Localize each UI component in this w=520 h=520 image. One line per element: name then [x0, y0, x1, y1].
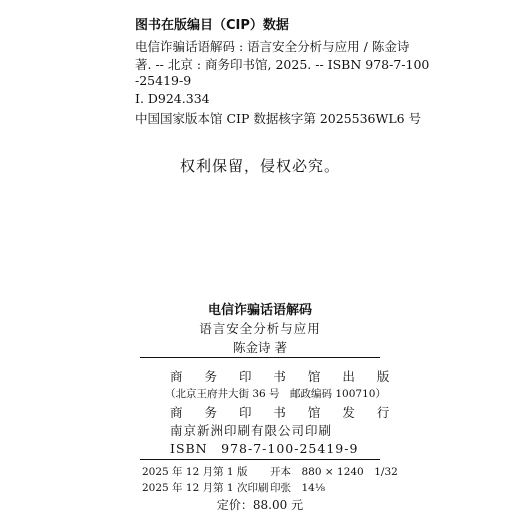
printing-line: 2025 年 12 月第 1 次印刷	[142, 482, 269, 494]
publisher-line: 商 务 印 书 馆 出 版	[170, 369, 399, 384]
edition-line: 2025 年 12 月第 1 版	[142, 466, 248, 478]
format-line: 开本 880 × 1240 1/32	[270, 466, 398, 478]
sheets-line: 印张 14⅛	[270, 482, 326, 494]
publisher-address: （北京王府井大街 36 号 邮政编码 100710）	[165, 388, 386, 400]
cip-line-2: 著. -- 北京 : 商务印书馆, 2025. -- ISBN 978-7-100	[135, 57, 430, 72]
book-title: 电信诈骗话语解码	[207, 303, 312, 318]
book-subtitle: 语言安全分析与应用	[199, 321, 321, 336]
cip-record-number: 中国国家版本馆 CIP 数据核字第 2025536WL6 号	[135, 111, 422, 126]
cip-classification: I. D924.334	[135, 91, 210, 106]
isbn-line: ISBN 978-7-100-25419-9	[170, 441, 359, 456]
rights-statement: 权利保留，侵权必究。	[179, 157, 340, 175]
price-line: 定价：88.00 元	[216, 498, 304, 512]
distributor-line: 商 务 印 书 馆 发 行	[170, 405, 399, 420]
cip-line-3: -25419-9	[135, 73, 192, 88]
book-author: 陈金诗 著	[233, 340, 287, 355]
printer-line: 南京新洲印刷有限公司印刷	[170, 423, 333, 438]
cip-heading: 图书在版编目（CIP）数据	[135, 18, 289, 33]
top-divider	[140, 357, 380, 358]
bottom-divider	[140, 459, 380, 460]
cip-line-1: 电信诈骗话语解码 : 语言安全分析与应用 / 陈金诗	[135, 39, 410, 54]
